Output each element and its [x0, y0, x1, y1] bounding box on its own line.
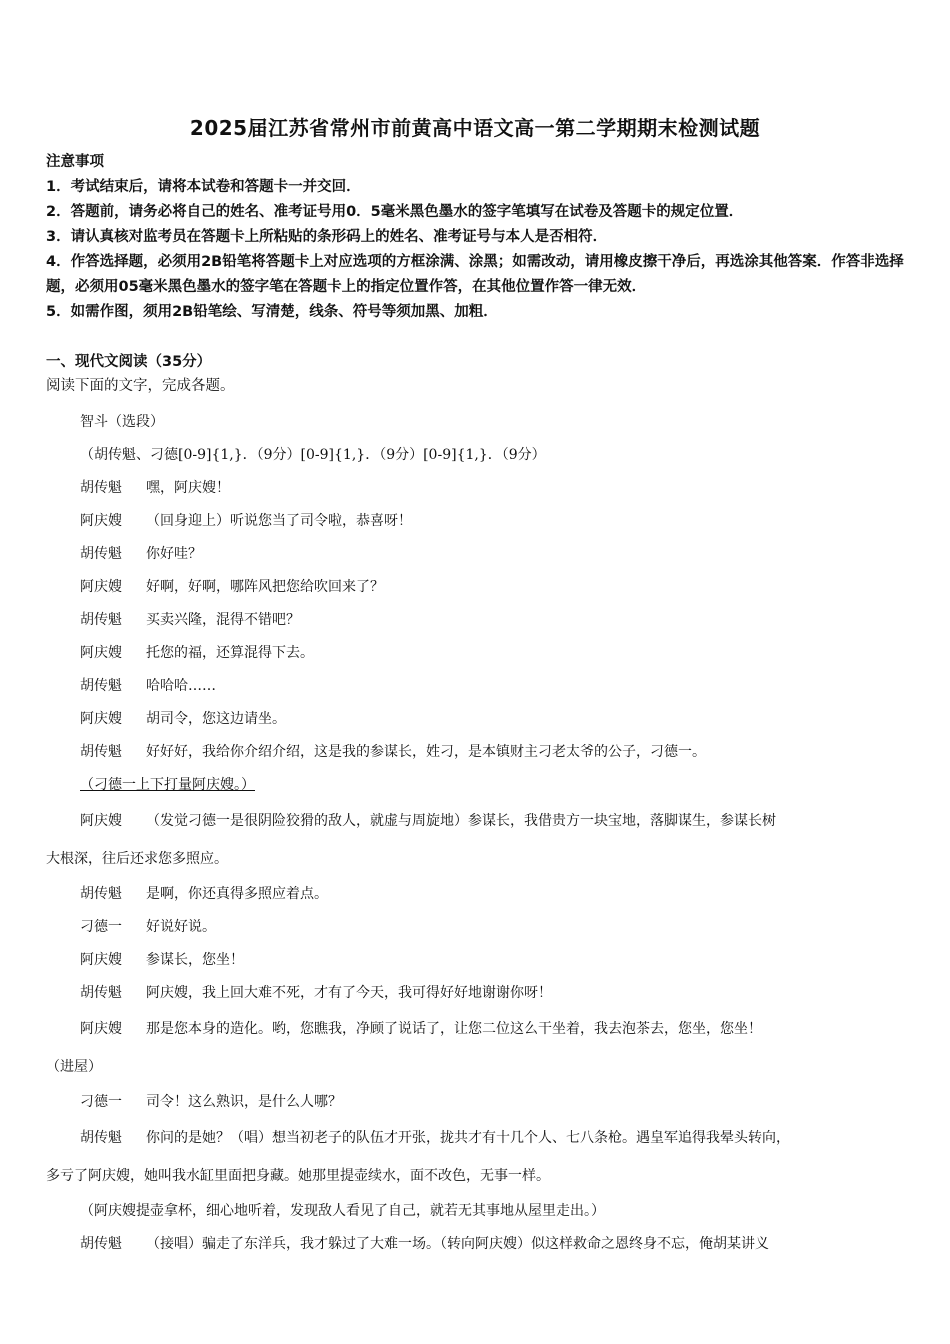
stage-direction — [46, 769, 904, 802]
dialogue-line — [46, 538, 904, 571]
line-text: 你好哇？ — [146, 546, 202, 562]
speaker: 胡传魁 — [80, 985, 122, 1001]
line-text: （回身迎上）听说您当了司令啦，恭喜呀！ — [146, 513, 412, 529]
line-text: 哈哈哈…… — [146, 678, 216, 694]
dialogue-line — [46, 571, 904, 604]
line-text: 好说好说。 — [146, 919, 216, 935]
speaker: 阿庆嫂 — [80, 813, 122, 829]
line-continuation: 多亏了阿庆嫂，她叫我水缸里面把身藏。她那里提壶续水，面不改色，无事一样。 — [46, 1168, 550, 1184]
line-text: 买卖兴隆，混得不错吧？ — [146, 612, 300, 628]
dialogue-line — [46, 1010, 904, 1086]
speaker: 阿庆嫂 — [80, 1021, 122, 1037]
line-text: 参谋长，您坐！ — [146, 952, 244, 968]
speaker: 胡传魁 — [80, 678, 122, 694]
line-text: 司令！这么熟识，是什么人哪？ — [146, 1094, 342, 1110]
line-text: 你问的是她？（唱）想当初老子的队伍才开张，拢共才有十几个人、七八条枪。遇皇军追得我晕头转向， — [146, 1130, 790, 1146]
dialogue-line — [46, 977, 904, 1010]
line-text: 好好好，我给你介绍介绍，这是我的参谋长，姓刁，是本镇财主刁老太爷的公子，刁德一。 — [146, 744, 706, 760]
speaker: 阿庆嫂 — [80, 579, 122, 595]
notes-item: 5．如需作图，须用2B铅笔绘、写清楚，线条、符号等须加黑、加粗． — [46, 304, 498, 320]
line-continuation: 大根深，往后还求您多照应。 — [46, 851, 228, 867]
stage-direction: （阿庆嫂提壶拿杯，细心地听着，发现敌人看见了自己，就若无其事地从屋里走出。） — [80, 1203, 605, 1219]
line-text: （发觉刁德一是很阴险狡猾的敌人，就虚与周旋地）参谋长，我借贵方一块宝地，落脚谋生，参谋长树 — [146, 813, 776, 829]
speaker: 胡传魁 — [80, 480, 122, 496]
speaker: 胡传魁 — [80, 612, 122, 628]
play-excerpt — [46, 406, 904, 1261]
line-text: 是啊，你还真得多照应着点。 — [146, 886, 328, 902]
line-text: 好啊，好啊，哪阵风把您给吹回来了？ — [146, 579, 384, 595]
section-title: 一、现代文阅读（35分） — [46, 354, 212, 370]
notes-heading: 注意事项 — [46, 154, 104, 170]
reading-section — [46, 350, 906, 398]
line-text: （接唱）骗走了东洋兵，我才躲过了大难一场。（转向阿庆嫂）似这样救命之恩终身不忘，俺胡某讲义 — [146, 1236, 769, 1252]
stage-direction-text: （刁德一上下打量阿庆嫂。） — [80, 777, 255, 793]
dialogue-line — [46, 802, 904, 878]
speaker: 胡传魁 — [80, 744, 122, 760]
play-cast: （胡传魁、刁德[0-9]{1,}．（9分）[0-9]{1,}．（9分）[0-9]{1,}．（9分） — [80, 447, 546, 463]
exam-notes — [46, 150, 906, 325]
speaker: 阿庆嫂 — [80, 513, 122, 529]
line-text: 阿庆嫂，我上回大难不死，才有了今天，我可得好好地谢谢你呀！ — [146, 985, 552, 1001]
line-text: 那是您本身的造化。哟，您瞧我，净顾了说话了，让您二位这么干坐着，我去泡茶去，您坐，您坐！ — [146, 1021, 762, 1037]
notes-item: 2．答题前，请务必将自己的姓名、准考证号用0．5毫米黑色墨水的签字笔填写在试卷及答题卡的规定位置． — [46, 204, 744, 220]
dialogue-line — [46, 1228, 904, 1261]
dialogue-line — [46, 703, 904, 736]
line-continuation: （进屋） — [46, 1059, 102, 1075]
speaker: 阿庆嫂 — [80, 952, 122, 968]
speaker: 刁德一 — [80, 1094, 122, 1110]
dialogue-line — [46, 604, 904, 637]
dialogue-line — [46, 736, 904, 769]
page-title: 2025届江苏省常州市前黄高中语文高一第二学期期末检测试题 — [189, 116, 761, 140]
speaker: 胡传魁 — [80, 546, 122, 562]
speaker: 胡传魁 — [80, 1130, 122, 1146]
play-title: 智斗（选段） — [80, 414, 164, 430]
line-text: 嘿，阿庆嫂！ — [146, 480, 230, 496]
speaker: 阿庆嫂 — [80, 645, 122, 661]
dialogue-line — [46, 472, 904, 505]
dialogue-line — [46, 911, 904, 944]
dialogue-line — [46, 637, 904, 670]
dialogue-line — [46, 1119, 904, 1195]
speaker: 胡传魁 — [80, 1236, 122, 1252]
dialogue-line — [46, 505, 904, 538]
dialogue-line — [46, 878, 904, 911]
dialogue-line — [46, 1086, 904, 1119]
section-instruction: 阅读下面的文字，完成各题。 — [46, 378, 235, 394]
notes-item: 1．考试结束后，请将本试卷和答题卡一并交回． — [46, 179, 361, 195]
speaker: 胡传魁 — [80, 886, 122, 902]
line-text: 托您的福，还算混得下去。 — [146, 645, 314, 661]
dialogue-line — [46, 944, 904, 977]
dialogue-line — [46, 670, 904, 703]
notes-item: 4．作答选择题，必须用2B铅笔将答题卡上对应选项的方框涂满、涂黑；如需改动，请用橡皮擦干净后，再选涂其他答案．作答非选择题，必须用05毫米黑色墨水的签字笔在答题卡上的指定位置作答，在其他位置作答一律无效． — [46, 254, 904, 295]
speaker: 阿庆嫂 — [80, 711, 122, 727]
line-text: 胡司令，您这边请坐。 — [146, 711, 286, 727]
notes-item: 3．请认真核对监考员在答题卡上所粘贴的条形码上的姓名、准考证号与本人是否相符． — [46, 229, 608, 245]
speaker: 刁德一 — [80, 919, 122, 935]
